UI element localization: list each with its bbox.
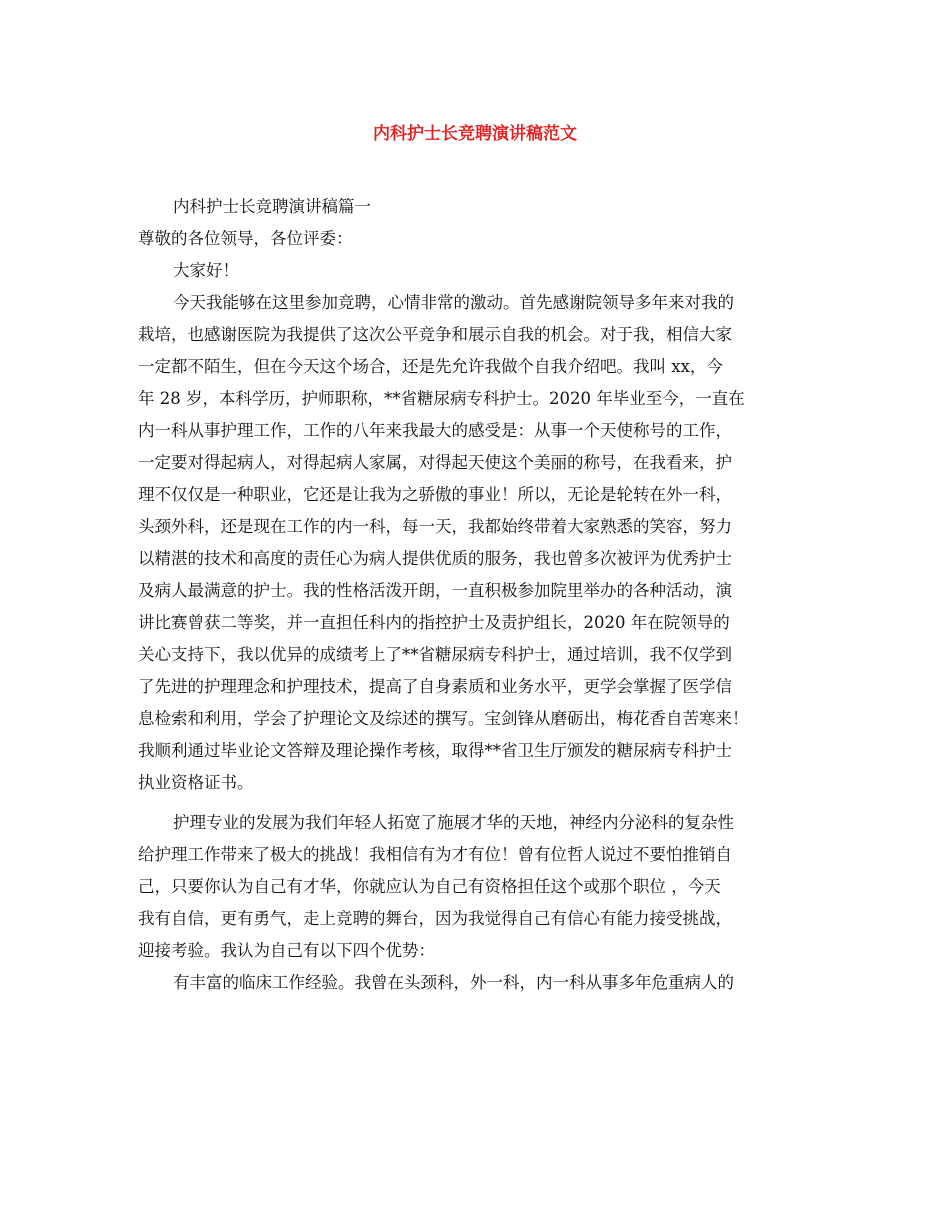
document-body: [138, 191, 818, 999]
paragraph-1-line-4: 年 28 岁，本科学历，护师职称，**省糖尿病专科护士。2020 年毕业至今，一直在: [138, 389, 745, 408]
paragraph-1-line-16: 执业资格证书。: [138, 773, 254, 792]
paragraph-1-line-7: 理不仅仅是一种职业，它还是让我为之骄傲的事业！所以，无论是轮转在外一科，: [138, 485, 732, 504]
paragraph-1-line-11: 讲比赛曾获二等奖，并一直担任科内的指控护士及责护组长，2020 年在院领导的: [138, 613, 730, 632]
paragraph-1-line-9: 以精湛的技术和高度的责任心为病人提供优质的服务，我也曾多次被评为优秀护士: [138, 549, 732, 568]
paragraph-1-line-6: 一定要对得起病人，对得起病人家属，对得起天使这个美丽的称号，在我看来，护: [138, 453, 732, 472]
paragraph-1-line-13: 了先进的护理理念和护理技术，提高了自身素质和业务水平，更学会掌握了医学信: [138, 677, 732, 696]
paragraph-2-line-1: 护理专业的发展为我们年轻人拓宽了施展才华的天地，神经内分泌科的复杂性: [173, 813, 734, 832]
paragraph-1-line-10: 及病人最满意的护士。我的性格活泼开朗，一直积极参加院里举办的各种活动，演: [138, 581, 732, 600]
paragraph-2-line-4: 我有自信，更有勇气，走上竞聘的舞台，因为我觉得自己有信心有能力接受挑战，: [138, 909, 732, 928]
paragraph-1-line-1: 今天我能够在这里参加竞聘，心情非常的激动。首先感谢院领导多年来对我的: [173, 293, 734, 312]
paragraph-2-line-3: 己，只要你认为自己有才华，你就应认为自己有资格担任这个或那个职位 ，今天: [138, 877, 721, 896]
section-heading: 内科护士长竞聘演讲稿篇一: [173, 197, 371, 216]
paragraph-1-line-8: 头颈外科，还是现在工作的内一科，每一天，我都始终带着大家熟悉的笑容，努力: [138, 517, 732, 536]
paragraph-1-line-15: 我顺利通过毕业论文答辩及理论操作考核，取得**省卫生厅颁发的糖尿病专科护士: [138, 741, 732, 760]
paragraph-1-line-5: 内一科从事护理工作，工作的八年来我最大的感受是：从事一个天使称号的工作，: [138, 421, 732, 440]
paragraph-1-line-2: 栽培，也感谢医院为我提供了这次公平竞争和展示自我的机会。对于我，相信大家: [138, 325, 732, 344]
paragraph-1-line-12: 关心支持下，我以优异的成绩考上了**省糖尿病专科护士，通过培训，我不仅学到: [138, 645, 732, 664]
paragraph-2-line-2: 给护理工作带来了极大的挑战！我相信有为才有位！曾有位哲人说过不要怕推销自: [138, 845, 732, 864]
salutation-line: 尊敬的各位领导，各位评委：: [138, 229, 353, 248]
document-title: 内科护士长竞聘演讲稿范文: [373, 124, 577, 144]
greeting-line: 大家好！: [173, 261, 239, 280]
paragraph-1-line-14: 息检索和利用，学会了护理论文及综述的撰写。宝剑锋从磨砺出，梅花香自苦寒来！: [138, 709, 749, 728]
paragraph-1-line-3: 一定都不陌生，但在今天这个场合，还是先允许我做个自我介绍吧。我叫 xx，今: [138, 357, 723, 376]
paragraph-3-line-1: 有丰富的临床工作经验。我曾在头颈科，外一科，内一科从事多年危重病人的: [173, 973, 734, 992]
paragraph-2-line-5: 迎接考验。我认为自己有以下四个优势：: [138, 941, 435, 960]
